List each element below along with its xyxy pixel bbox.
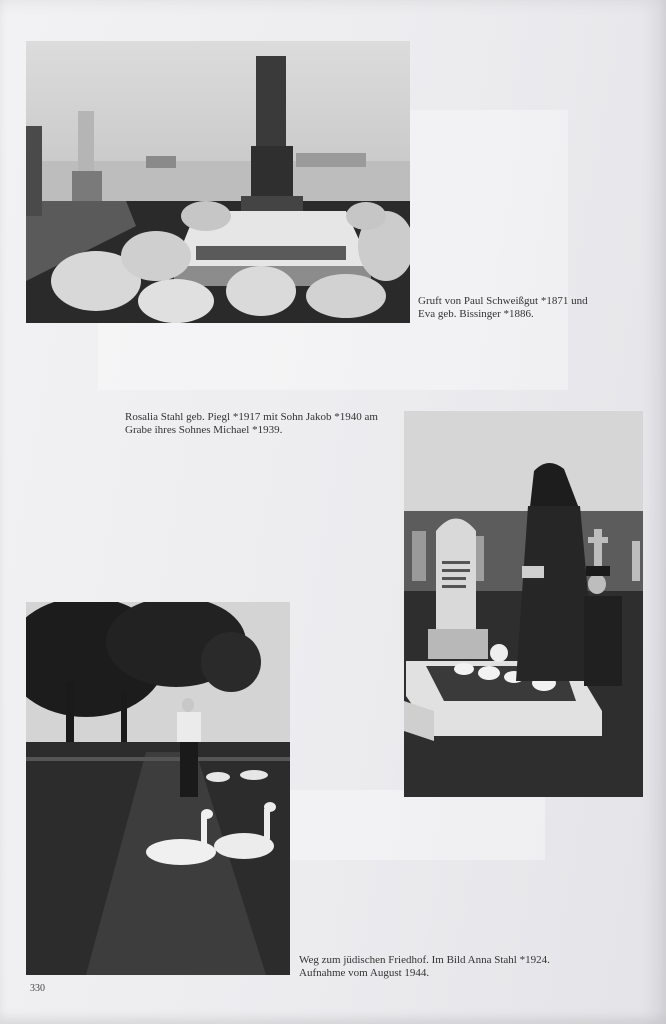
grave-visit-photo xyxy=(404,411,643,797)
grave-visit-caption xyxy=(125,411,410,437)
path-caption-line: Weg zum jüdischen Friedhof. Im Bild Anna Stahl *1924. xyxy=(299,954,550,966)
background-panel xyxy=(290,790,545,860)
page-number: 330 xyxy=(30,983,45,994)
grave-visit-caption-line: Rosalia Stahl geb. Piegl *1917 mit Sohn Jakob *1940 am xyxy=(125,411,378,423)
crypt-caption-line: Eva geb. Bissinger *1886. xyxy=(418,308,534,320)
crypt-caption-line: Gruft von Paul Schweißgut *1871 und xyxy=(418,295,588,307)
grave-visit-caption-line: Grabe ihres Sohnes Michael *1939. xyxy=(125,424,283,436)
path-photo xyxy=(26,602,290,975)
path-caption-line: Aufnahme vom August 1944. xyxy=(299,967,430,979)
crypt-photo xyxy=(26,41,410,323)
path-caption xyxy=(299,954,599,980)
crypt-caption xyxy=(418,295,618,321)
